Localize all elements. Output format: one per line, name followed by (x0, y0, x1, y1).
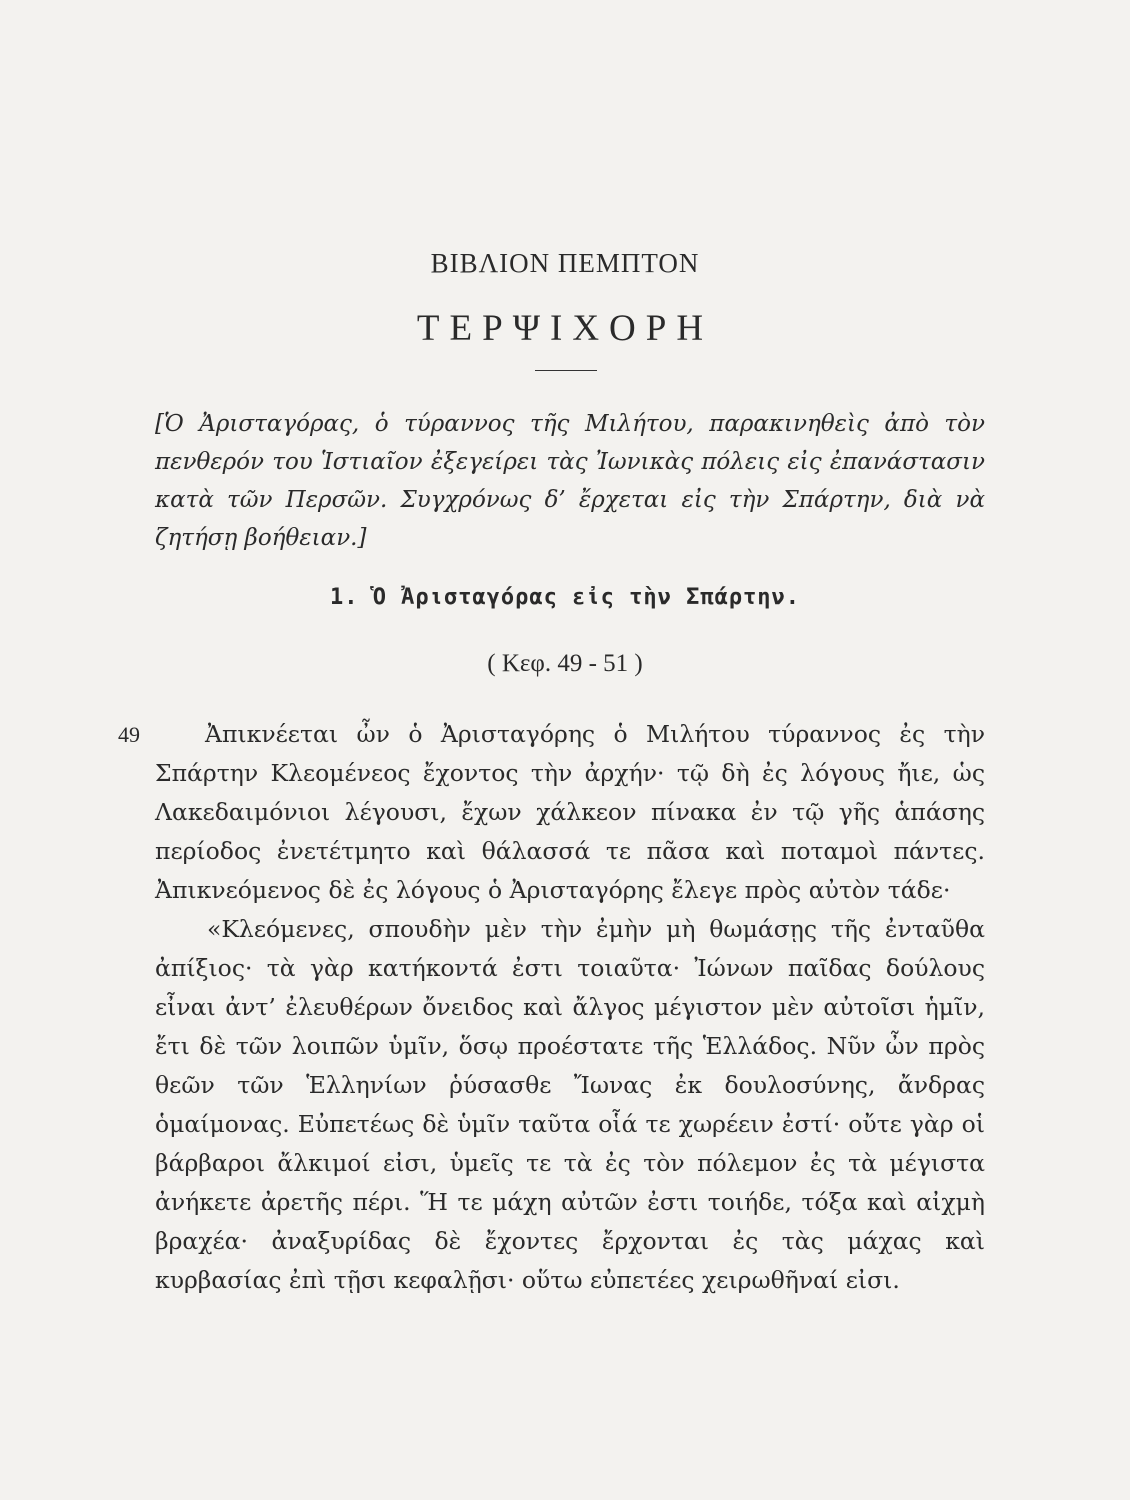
title-divider (535, 370, 597, 371)
margin-chapter-number: 49 (118, 722, 140, 747)
book-title: ΒΙΒΛΙΟΝ ΠΕΜΠΤΟΝ (430, 248, 700, 278)
paragraph: Ἀπικνέεται ὦν ὁ Ἀρισταγόρης ὁ Μιλήτου τύραννος ἐς τὴν Σπάρτην Κλεομένεος ἔχοντος τὴν ἀρχήν· τῷ δὴ ἐς λόγους ἤιε, ὡς Λακεδαιμόνιοι λέγουσι, ἔχων χάλκεον πίνακα ἐν τῷ γῆς ἁπάσης περίοδος ἐνετέτμητο καὶ θάλασσά τε πᾶσα καὶ ποταμοὶ πάντες. Ἀπικνεόμενος δὲ ἐς λόγους ὁ Ἀρισταγόρης ἔλεγε πρὸς αὐτὸν τάδε· (155, 720, 985, 904)
muse-title: ΤΕΡΨΙΧΟΡΗ (416, 308, 714, 349)
chapter-summary (155, 405, 985, 557)
main-text (155, 715, 985, 1300)
paragraph: «Κλεόμενες, σπουδὴν μὲν τὴν ἐμὴν μὴ θωμάσῃς τῆς ἐνταῦθα ἀπίξιος· τὰ γὰρ κατήκοντά ἐστι τοιαῦτα· Ἰώνων παῖδας δούλους εἶναι ἀντ’ ἐλευθέρων ὄνειδος καὶ ἄλγος μέγιστον μὲν αὐτοῖσι ἡμῖν, ἔτι δὲ τῶν λοιπῶν ὑμῖν, ὅσῳ προέστατε τῆς Ἑλλάδος. Νῦν ὦν πρὸς θεῶν τῶν Ἑλληνίων ῥύσασθε Ἴωνας ἐκ δουλοσύνης, ἄνδρας ὁμαίμονας. Εὐπετέως δὲ ὑμῖν ταῦτα οἷά τε χωρέειν ἐστί· οὔτε γὰρ οἱ βάρβαροι ἄλκιμοί εἰσι, ὑμεῖς τε τὰ ἐς τὸν πόλεμον ἐς τὰ μέγιστα ἀνήκετε ἀρετῆς πέρι. Ἥ τε μάχη αὐτῶν ἐστι τοιήδε, τόξα καὶ αἰχμὴ βραχέα· ἀναξυρίδας δὲ ἔχοντες ἔρχονται ἐς τὰς μάχας καὶ κυρβασίας ἐπὶ τῇσι κεφαλῇσι· οὕτω εὐπετέες χειρωθῆναί εἰσι. (155, 915, 985, 1294)
chapter-range: ( Κεφ. 49 - 51 ) (487, 650, 643, 677)
section-heading: 1. Ὁ Ἀρισταγόρας εἰς τὴν Σπάρτην. (329, 585, 801, 610)
summary-text: [Ὁ Ἀρισταγόρας, ὁ τύραννος τῆς Μιλήτου, παρακινηθεὶς ἀπὸ τὸν πενθερόν του Ἱστιαῖον ἐξεγείρει τὰς Ἰωνικὰς πόλεις εἰς ἐπανάστασιν κατὰ τῶν Περσῶν. Συγχρόνως δ’ ἔρχεται εἰς τὴν Σπάρτην, διὰ νὰ ζητήσῃ βοήθειαν.] (155, 411, 985, 551)
